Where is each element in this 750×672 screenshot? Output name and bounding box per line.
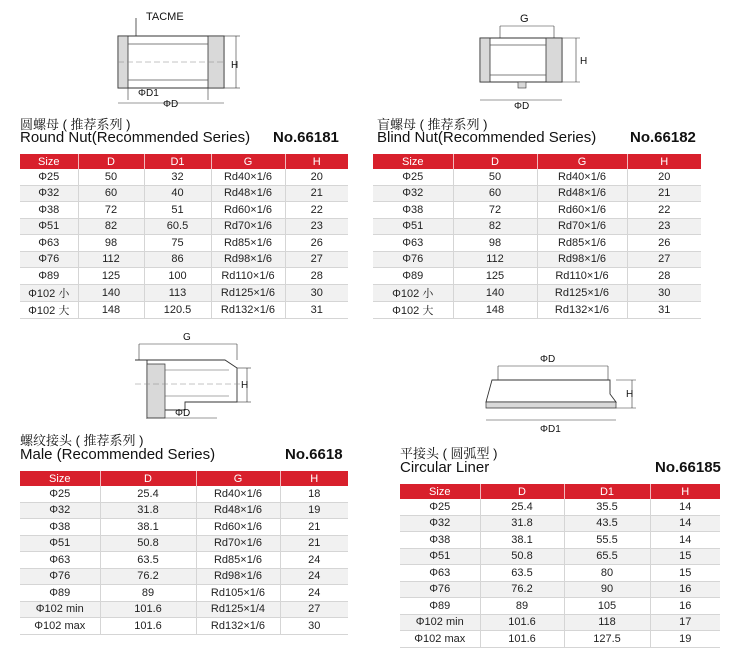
table-row [373, 169, 701, 185]
table-cell-g: Rd125×1/6 [537, 284, 627, 301]
round-nut-drawing [108, 8, 250, 108]
table-row [20, 568, 348, 585]
table-cell-d: 89 [100, 585, 196, 602]
round-nut-code: No.66181 [273, 129, 339, 146]
table-cell-g: Rd110×1/6 [211, 268, 285, 285]
table-cell-size: Φ32 [373, 185, 453, 202]
table-cell-h: 30 [285, 284, 348, 301]
round-nut-title-cn: 圆螺母 ( 推荐系列 ) [20, 117, 131, 132]
table-cell-g: Rd40×1/6 [537, 169, 627, 185]
table-cell-d1: 113 [144, 284, 211, 301]
column-header-g: G [196, 471, 280, 486]
table-cell-size: Φ38 [20, 519, 100, 536]
table-cell-size: Φ89 [20, 268, 78, 285]
table-cell-h: 27 [627, 251, 701, 268]
table-row [20, 251, 348, 268]
table-row [400, 581, 720, 598]
table-cell-h: 27 [285, 251, 348, 268]
table-cell-size: Φ89 [400, 598, 480, 615]
table-cell-d: 25.4 [100, 486, 196, 502]
table-cell-g: Rd132×1/6 [211, 301, 285, 318]
table-cell-d1: 100 [144, 268, 211, 285]
drawing-label-side: H [626, 389, 634, 400]
table-row [400, 631, 720, 648]
table-cell-g: Rd98×1/6 [211, 251, 285, 268]
table-cell-h: 21 [280, 519, 348, 536]
table-row [20, 585, 348, 602]
table-cell-h: 20 [285, 169, 348, 185]
table-cell-d: 63.5 [480, 565, 564, 582]
table-cell-g: Rd48×1/6 [211, 185, 285, 202]
table-cell-h: 21 [280, 535, 348, 552]
table-row [400, 565, 720, 582]
male-code: No.6618 [285, 446, 343, 463]
table-cell-size: Φ51 [20, 535, 100, 552]
table-cell-size: Φ38 [400, 532, 480, 549]
table-cell-g: Rd125×1/6 [211, 284, 285, 301]
table-cell-d: 76.2 [480, 581, 564, 598]
table-cell-d1: 43.5 [564, 515, 650, 532]
table-cell-h: 21 [285, 185, 348, 202]
circular-liner-title-en: Circular Liner [400, 459, 490, 476]
table-cell-h: 16 [650, 598, 720, 615]
table-row [373, 218, 701, 235]
table-cell-d: 72 [78, 202, 144, 219]
blind-nut-drawing [470, 10, 600, 110]
table-row [20, 218, 348, 235]
table-cell-d1: 127.5 [564, 631, 650, 648]
table-row [400, 614, 720, 631]
table-cell-d: 98 [78, 235, 144, 252]
table-cell-g: Rd60×1/6 [537, 202, 627, 219]
table-cell-size: Φ102 大 [373, 301, 453, 318]
table-header-row [20, 154, 348, 169]
table-cell-size: Φ102 min [20, 601, 100, 618]
table-cell-d1: 65.5 [564, 548, 650, 565]
column-header-h: H [285, 154, 348, 169]
table-cell-d1: 51 [144, 202, 211, 219]
table-cell-h: 30 [627, 284, 701, 301]
table-cell-size: Φ102 小 [373, 284, 453, 301]
table-cell-h: 28 [627, 268, 701, 285]
drawing-label-top: TACME [146, 11, 184, 23]
blind-nut-title-cn: 盲螺母 ( 推荐系列 ) [377, 117, 488, 132]
table-row [400, 532, 720, 549]
table-row [373, 301, 701, 318]
table-cell-h: 24 [280, 585, 348, 602]
table-cell-h: 22 [285, 202, 348, 219]
table-row [20, 535, 348, 552]
drawing-label-top: G [520, 13, 529, 25]
table-row [20, 169, 348, 185]
table-cell-g: Rd85×1/6 [211, 235, 285, 252]
table-cell-d1: 105 [564, 598, 650, 615]
table-cell-size: Φ25 [20, 169, 78, 185]
table-cell-d1: 35.5 [564, 499, 650, 515]
column-header-d: D [100, 471, 196, 486]
table-cell-d: 63.5 [100, 552, 196, 569]
table-row [400, 515, 720, 532]
circular-liner-code: No.66185 [655, 459, 721, 476]
table-header-row [400, 484, 720, 499]
column-header-d: D [480, 484, 564, 499]
table-cell-d: 125 [453, 268, 537, 285]
column-header-size: Size [373, 154, 453, 169]
table-cell-d: 50 [453, 169, 537, 185]
table-cell-size: Φ76 [20, 251, 78, 268]
table-cell-g: Rd40×1/6 [211, 169, 285, 185]
table-cell-h: 19 [650, 631, 720, 648]
table-row [20, 502, 348, 519]
table-cell-d1: 118 [564, 614, 650, 631]
table-cell-size: Φ51 [20, 218, 78, 235]
drawing-label-side: H [241, 380, 249, 391]
drawing-label-side: H [231, 60, 239, 71]
table-row [20, 552, 348, 569]
table-cell-d: 140 [78, 284, 144, 301]
blind-nut-title-en: Blind Nut(Recommended Series) [377, 129, 597, 146]
table-cell-d: 25.4 [480, 499, 564, 515]
table-cell-h: 14 [650, 532, 720, 549]
drawing-label-b: ΦD [175, 408, 191, 419]
table-cell-size: Φ89 [20, 585, 100, 602]
table-cell-size: Φ102 max [400, 631, 480, 648]
drawing-label-side: H [580, 56, 588, 67]
table-cell-d1: 120.5 [144, 301, 211, 318]
table-row [373, 284, 701, 301]
table-row [20, 618, 348, 635]
table-cell-d: 38.1 [480, 532, 564, 549]
male-drawing [125, 330, 255, 422]
column-header-h: H [650, 484, 720, 499]
table-cell-d1: 32 [144, 169, 211, 185]
column-header-size: Size [20, 471, 100, 486]
table-cell-size: Φ51 [400, 548, 480, 565]
table-cell-h: 27 [280, 601, 348, 618]
round-nut-title-en: Round Nut(Recommended Series) [20, 129, 251, 146]
table-row [373, 202, 701, 219]
table-cell-d: 112 [453, 251, 537, 268]
table-row [20, 601, 348, 618]
table-cell-d1: 86 [144, 251, 211, 268]
table-cell-size: Φ38 [373, 202, 453, 219]
table-cell-g: Rd85×1/6 [537, 235, 627, 252]
table-cell-h: 24 [280, 552, 348, 569]
table-header-row [20, 471, 348, 486]
table-row [20, 202, 348, 219]
table-cell-h: 30 [280, 618, 348, 635]
circular-liner-title-cn: 平接头 ( 圆弧型 ) [400, 446, 498, 461]
round-nut-table [20, 154, 348, 319]
table-row [400, 499, 720, 515]
table-cell-size: Φ25 [400, 499, 480, 515]
table-cell-size: Φ51 [373, 218, 453, 235]
table-cell-g: Rd132×1/6 [196, 618, 280, 635]
column-header-d1: D1 [144, 154, 211, 169]
table-cell-d: 98 [453, 235, 537, 252]
table-cell-d: 112 [78, 251, 144, 268]
table-cell-size: Φ63 [400, 565, 480, 582]
table-cell-size: Φ102 大 [20, 301, 78, 318]
table-row [20, 519, 348, 536]
table-cell-h: 16 [650, 581, 720, 598]
column-header-g: G [211, 154, 285, 169]
column-header-h: H [627, 154, 701, 169]
column-header-g: G [537, 154, 627, 169]
table-cell-d: 148 [78, 301, 144, 318]
table-cell-size: Φ76 [373, 251, 453, 268]
table-cell-h: 20 [627, 169, 701, 185]
table-cell-h: 26 [285, 235, 348, 252]
male-title-en: Male (Recommended Series) [20, 446, 216, 463]
table-cell-d: 50.8 [480, 548, 564, 565]
table-row [20, 284, 348, 301]
table-cell-d: 60 [453, 185, 537, 202]
table-cell-d: 60 [78, 185, 144, 202]
table-cell-h: 26 [627, 235, 701, 252]
table-row [20, 301, 348, 318]
table-cell-d: 101.6 [480, 631, 564, 648]
drawing-label-a: ΦD1 [138, 88, 159, 99]
table-row [400, 598, 720, 615]
table-cell-d1: 60.5 [144, 218, 211, 235]
table-cell-h: 31 [627, 301, 701, 318]
table-cell-h: 23 [627, 218, 701, 235]
table-cell-d: 101.6 [100, 618, 196, 635]
table-row [373, 251, 701, 268]
table-cell-d1: 90 [564, 581, 650, 598]
table-row [20, 268, 348, 285]
table-cell-g: Rd125×1/4 [196, 601, 280, 618]
table-row [20, 486, 348, 502]
table-cell-d: 82 [78, 218, 144, 235]
table-cell-g: Rd60×1/6 [196, 519, 280, 536]
table-cell-d: 38.1 [100, 519, 196, 536]
table-cell-g: Rd85×1/6 [196, 552, 280, 569]
table-cell-size: Φ32 [400, 515, 480, 532]
column-header-size: Size [20, 154, 78, 169]
table-cell-g: Rd105×1/6 [196, 585, 280, 602]
table-cell-d: 101.6 [480, 614, 564, 631]
table-cell-g: Rd70×1/6 [537, 218, 627, 235]
table-cell-g: Rd48×1/6 [196, 502, 280, 519]
table-cell-d: 50 [78, 169, 144, 185]
male-table [20, 471, 348, 635]
drawing-label-top: ΦD [540, 354, 556, 365]
table-cell-d: 31.8 [480, 515, 564, 532]
table-cell-g: Rd48×1/6 [537, 185, 627, 202]
circular-liner-drawing [478, 352, 648, 434]
table-cell-d: 140 [453, 284, 537, 301]
drawing-label-b: ΦD [163, 99, 179, 108]
table-row [20, 235, 348, 252]
column-header-d1: D1 [564, 484, 650, 499]
table-cell-h: 15 [650, 548, 720, 565]
table-cell-g: Rd40×1/6 [196, 486, 280, 502]
table-cell-h: 17 [650, 614, 720, 631]
table-cell-h: 19 [280, 502, 348, 519]
column-header-d: D [453, 154, 537, 169]
table-cell-d1: 80 [564, 565, 650, 582]
blind-nut-table [373, 154, 701, 319]
table-cell-d1: 40 [144, 185, 211, 202]
table-cell-size: Φ102 小 [20, 284, 78, 301]
table-cell-size: Φ38 [20, 202, 78, 219]
table-cell-g: Rd110×1/6 [537, 268, 627, 285]
table-cell-d1: 55.5 [564, 532, 650, 549]
table-cell-d: 101.6 [100, 601, 196, 618]
table-cell-d: 76.2 [100, 568, 196, 585]
table-cell-h: 22 [627, 202, 701, 219]
table-cell-h: 24 [280, 568, 348, 585]
table-cell-h: 23 [285, 218, 348, 235]
table-cell-size: Φ102 max [20, 618, 100, 635]
table-cell-g: Rd70×1/6 [211, 218, 285, 235]
table-cell-size: Φ32 [20, 185, 78, 202]
table-cell-d: 31.8 [100, 502, 196, 519]
table-cell-g: Rd98×1/6 [537, 251, 627, 268]
table-cell-h: 21 [627, 185, 701, 202]
drawing-label-b: ΦD1 [540, 424, 561, 434]
table-row [373, 185, 701, 202]
column-header-size: Size [400, 484, 480, 499]
table-cell-g: Rd70×1/6 [196, 535, 280, 552]
column-header-d: D [78, 154, 144, 169]
table-header-row [373, 154, 701, 169]
table-cell-size: Φ102 min [400, 614, 480, 631]
table-cell-d: 72 [453, 202, 537, 219]
table-cell-size: Φ89 [373, 268, 453, 285]
table-cell-d: 82 [453, 218, 537, 235]
male-title-cn: 螺纹接头 ( 推荐系列 ) [20, 433, 144, 448]
table-cell-size: Φ76 [400, 581, 480, 598]
table-row [373, 235, 701, 252]
table-cell-d: 89 [480, 598, 564, 615]
table-cell-g: Rd132×1/6 [537, 301, 627, 318]
table-cell-d: 148 [453, 301, 537, 318]
table-cell-size: Φ63 [20, 552, 100, 569]
table-cell-size: Φ63 [373, 235, 453, 252]
table-cell-h: 18 [280, 486, 348, 502]
table-cell-h: 14 [650, 499, 720, 515]
table-row [373, 268, 701, 285]
table-cell-size: Φ25 [373, 169, 453, 185]
table-cell-d: 125 [78, 268, 144, 285]
table-cell-d1: 75 [144, 235, 211, 252]
circular-liner-table [400, 484, 720, 648]
table-cell-size: Φ25 [20, 486, 100, 502]
table-cell-size: Φ76 [20, 568, 100, 585]
table-cell-h: 15 [650, 565, 720, 582]
table-row [400, 548, 720, 565]
table-cell-g: Rd60×1/6 [211, 202, 285, 219]
drawing-label-b: ΦD [514, 101, 530, 110]
table-cell-g: Rd98×1/6 [196, 568, 280, 585]
table-cell-size: Φ32 [20, 502, 100, 519]
table-row [20, 185, 348, 202]
table-cell-h: 28 [285, 268, 348, 285]
table-cell-h: 31 [285, 301, 348, 318]
column-header-h: H [280, 471, 348, 486]
blind-nut-code: No.66182 [630, 129, 696, 146]
table-cell-d: 50.8 [100, 535, 196, 552]
drawing-label-top: G [183, 332, 191, 343]
table-cell-size: Φ63 [20, 235, 78, 252]
table-cell-h: 14 [650, 515, 720, 532]
